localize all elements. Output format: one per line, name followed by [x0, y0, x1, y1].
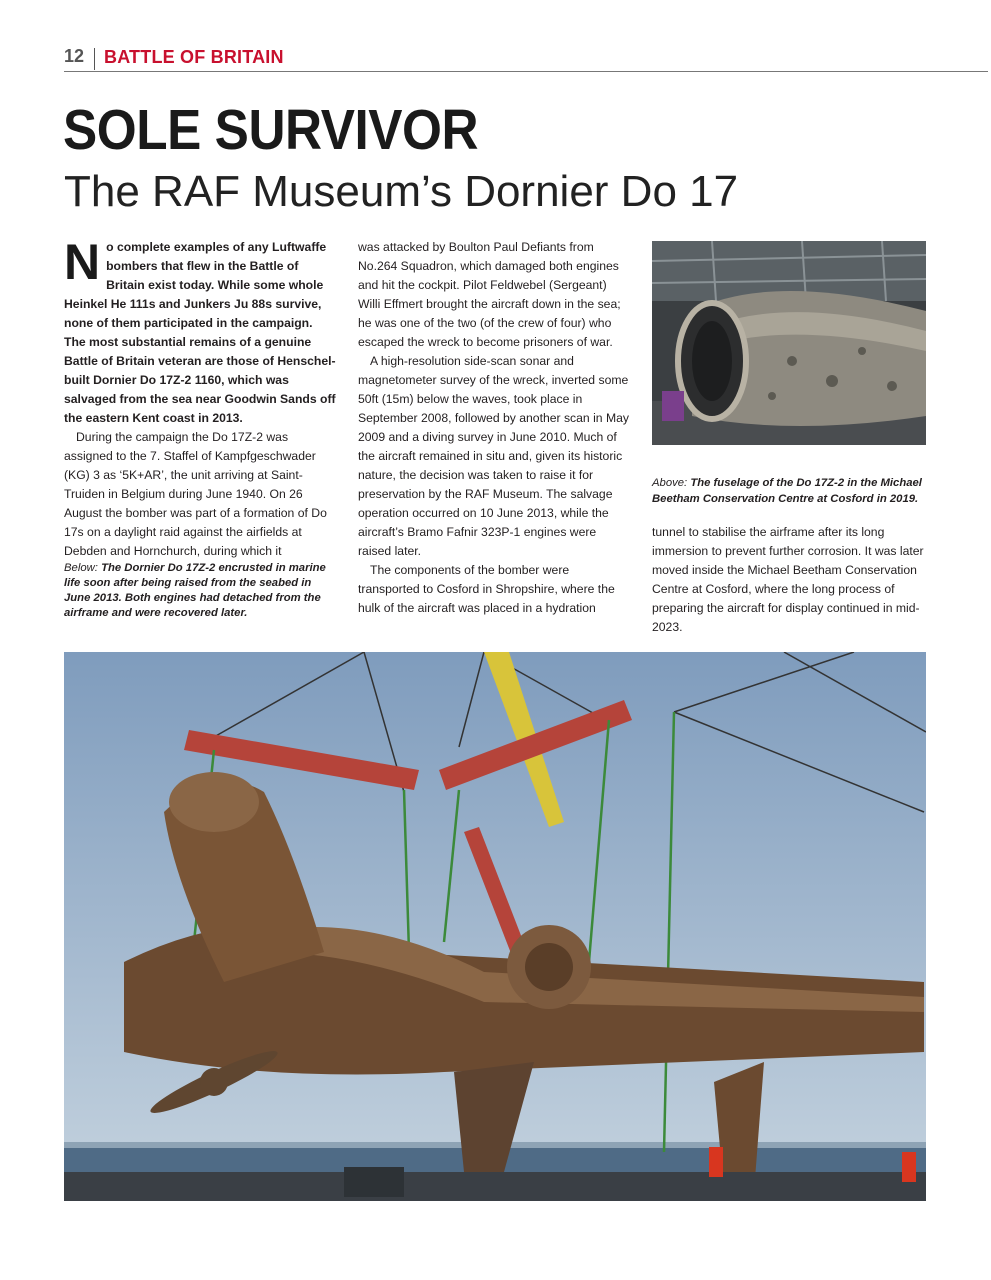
caption-below-label: Below:: [64, 562, 98, 574]
caption-below-text: The Dornier Do 17Z-2 encrusted in marine life soon after being raised from the seabed in June 2013. Both engines had detached from the airframe and were recovered later.: [64, 562, 326, 619]
page-header: [64, 44, 988, 72]
headline: SOLE SURVIVOR: [63, 98, 479, 162]
page-number: 12: [64, 46, 85, 66]
salvage-photo: [64, 652, 926, 1201]
intro-text: o complete examples of any Luftwaffe bombers that flew in the Battle of Britain exist today. While some whole Heinkel He 111s and Junkers Ju 88s survive, none of them participated in the campaign. The most substantial remains of a genuine Battle of Britain veteran are those of Henschel-built Dornier Do 17Z-2 1160, which was salvaged from the sea near Goodwin Sands off the eastern Kent coast in 2013.: [64, 240, 336, 425]
column-1: [64, 234, 336, 621]
caption-below: [64, 561, 336, 621]
caption-above-label: Above:: [652, 477, 688, 490]
fuselage-photo: [652, 241, 926, 445]
header-divider: [94, 48, 95, 70]
header-rule: [64, 71, 988, 72]
intro-paragraph: [64, 234, 336, 428]
body-paragraph-3: A high-resolution side-scan sonar and magnetometer survey of the wreck, inverted some 50ft (15m) below the waves, took place in September 2008, followed by another scan in May 2009 and a diving survey in June 2010. Much of the aircraft remained in situ and, given its historic nature, the decision was taken to raise it for preservation by the RAF Museum. The salvage operation occurred on 10 June 2013, while the aircraft’s Bramo Fafnir 323P-1 engines were raised later.: [358, 354, 629, 558]
column-3: [652, 523, 926, 637]
subheadline: The RAF Museum’s Dornier Do 17: [64, 167, 739, 216]
caption-above-text: The fuselage of the Do 17Z-2 in the Michael Beetham Conservation Centre at Cosford in 2019.: [652, 477, 922, 506]
body-paragraph-5: tunnel to stabilise the airframe after its long immersion to prevent further corrosion. It was later moved inside the Michael Beetham Conservation Centre at Cosford, where the long process of preparing the aircraft for display continued in mid-2023.: [652, 525, 924, 634]
column-2: [358, 238, 632, 618]
body-paragraph-2: was attacked by Boulton Paul Defiants from No.264 Squadron, which damaged both engines and hit the cockpit. Pilot Feldwebel (Sergeant) Willi Effmert brought the aircraft down in the sea; he was one of the two (of the crew of four) who escaped the wreck to become prisoners of war.: [358, 240, 621, 349]
section-title: BATTLE OF BRITAIN: [104, 47, 284, 67]
body-paragraph-4: The components of the bomber were transported to Cosford in Shropshire, where the hulk of the aircraft was placed in a hydration: [358, 563, 615, 615]
body-paragraph-1: During the campaign the Do 17Z-2 was assigned to the 7. Staffel of Kampfgeschwader (KG) 3 as ‘5K+AR’, the unit arriving at Saint-Truiden in Belgium during June 1940. On 26 August the bomber was part of a formation of Do 17s on a daylight raid against the airfields at Debden and Hornchurch, during which it: [64, 430, 327, 558]
drop-cap: N: [64, 234, 101, 290]
caption-above: [652, 475, 932, 507]
